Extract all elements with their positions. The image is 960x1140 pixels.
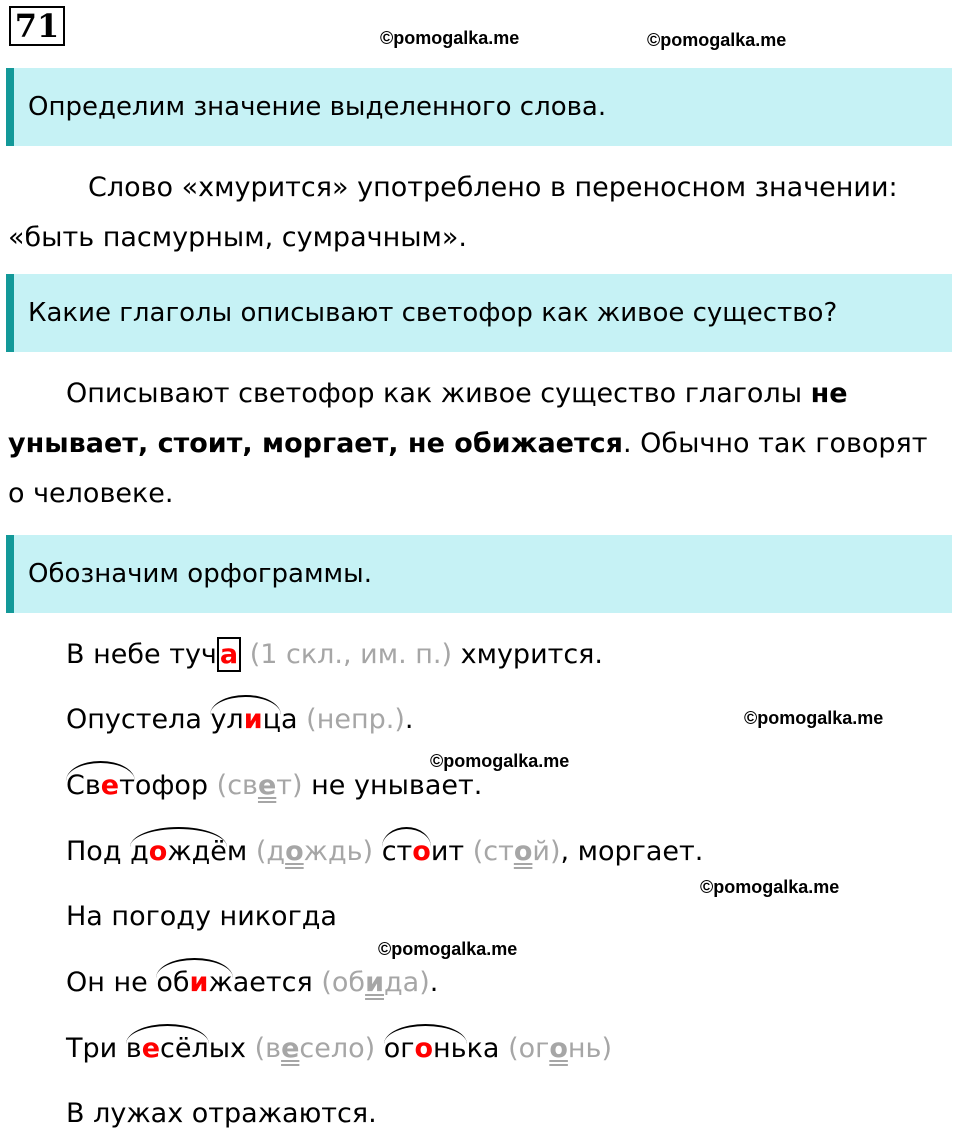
root-part: ж (208, 967, 233, 998)
example-text: ых (208, 1033, 247, 1064)
root-part: сёл (160, 1033, 209, 1064)
example-text: м (226, 836, 248, 867)
root-part: Св (66, 770, 101, 801)
check-part: (д (255, 836, 286, 867)
watermark: ©pomogalka.me (378, 939, 518, 959)
check-word (508, 1033, 612, 1064)
vowel-highlight: и (189, 967, 209, 998)
example-text: , моргает. (560, 836, 704, 867)
section-header-spelling (6, 535, 952, 613)
check-word (217, 770, 303, 801)
root-arc (66, 768, 135, 804)
example-text: не унывает. (302, 770, 483, 801)
vowel-highlight: и (243, 704, 263, 735)
root-part: в (125, 1033, 142, 1064)
watermark: ©pomogalka.me (430, 751, 570, 771)
check-word (321, 967, 429, 998)
root-part: ог (383, 1033, 415, 1064)
check-part: да) (383, 967, 430, 998)
check-vowel: о (285, 836, 304, 867)
example-text: Он не (66, 967, 157, 998)
watermark: ©pomogalka.me (700, 877, 840, 897)
check-part: нь) (567, 1033, 612, 1064)
example-line-6 (66, 965, 438, 1001)
example-text: Три (66, 1033, 126, 1064)
check-part: село) (299, 1033, 376, 1064)
section-header-meaning (6, 68, 952, 146)
grammar-note: (непр.) (306, 704, 405, 735)
example-text: хмурится. (452, 639, 604, 670)
root-arc (382, 834, 431, 870)
root-arc (126, 1031, 209, 1067)
root-arc (156, 965, 232, 1001)
check-part: (в (254, 1033, 282, 1064)
root-part: т (119, 770, 135, 801)
page-number: 71 (9, 6, 65, 46)
check-vowel: и (365, 967, 384, 998)
check-vowel: о (513, 836, 533, 867)
ending-box: а (217, 637, 241, 672)
example-text: ается (232, 967, 313, 998)
paragraph-verbs (8, 369, 952, 519)
root-arc (130, 834, 227, 870)
paragraph-text: Описывают светофор как живое существо глаголы (66, 378, 811, 409)
watermark: ©pomogalka.me (647, 30, 787, 50)
example-text: На погоду никогда (66, 901, 337, 932)
example-text: офор (134, 770, 209, 801)
check-part: ждь) (303, 836, 374, 867)
section-header-verbs (6, 274, 952, 352)
section-header-text: Какие глаголы описывают светофор как живое существо? (28, 298, 838, 328)
example-text: . (429, 967, 439, 998)
vowel-highlight: е (100, 770, 120, 801)
example-text: ка (466, 1033, 500, 1064)
vowel-highlight: о (412, 836, 431, 867)
grammar-note: (1 скл., им. п.) (249, 639, 453, 670)
root-part: ц (262, 704, 282, 735)
check-part: (ог (508, 1033, 550, 1064)
section-header-text: Обозначим орфограммы. (28, 559, 372, 589)
check-word (256, 836, 373, 867)
check-part: (ст (472, 836, 514, 867)
root-part: об (156, 967, 190, 998)
section-header-text: Определим значение выделенного слова. (28, 92, 607, 122)
watermark: ©pomogalka.me (380, 28, 520, 48)
root-part: д (130, 836, 149, 867)
check-part: (св (216, 770, 258, 801)
example-text: а (281, 704, 298, 735)
vowel-highlight: о (148, 836, 168, 867)
example-line-1 (66, 637, 603, 673)
vowel-highlight: е (141, 1033, 160, 1064)
root-arc (210, 702, 281, 738)
example-text: Под (66, 836, 131, 867)
paragraph-text: . Обычно так говорят о человеке. (8, 428, 928, 509)
example-line-5 (66, 899, 337, 935)
check-part: й) (532, 836, 561, 867)
check-vowel: е (281, 1033, 300, 1064)
example-line-2 (66, 702, 413, 738)
example-line-3 (66, 768, 482, 804)
bold-verbs: не унывает, стоит, моргает, не обижается (8, 378, 848, 459)
example-text: В лужах отражаются. (66, 1098, 377, 1129)
check-part: (об (321, 967, 366, 998)
root-part: нь (433, 1033, 467, 1064)
check-word (473, 836, 561, 867)
vowel-highlight: о (414, 1033, 434, 1064)
check-part: т) (276, 770, 303, 801)
check-word (255, 1033, 376, 1064)
paragraph-meaning (8, 163, 952, 263)
root-part: ждё (167, 836, 227, 867)
example-text: ит (430, 836, 465, 867)
example-line-4 (66, 834, 703, 870)
root-part: ст (381, 836, 413, 867)
example-text: В небе туч (66, 639, 217, 670)
example-line-7 (66, 1031, 612, 1067)
example-line-8 (66, 1096, 377, 1132)
check-vowel: о (549, 1033, 568, 1064)
watermark: ©pomogalka.me (744, 708, 884, 728)
check-vowel: е (257, 770, 277, 801)
paragraph-text: Слово «хмурится» употреблено в переносном значении: «быть пасмурным, сумрачным». (8, 172, 898, 253)
root-part: ул (210, 704, 244, 735)
root-arc (384, 1031, 467, 1067)
example-text: Опустела (66, 704, 211, 735)
example-text: . (404, 704, 414, 735)
